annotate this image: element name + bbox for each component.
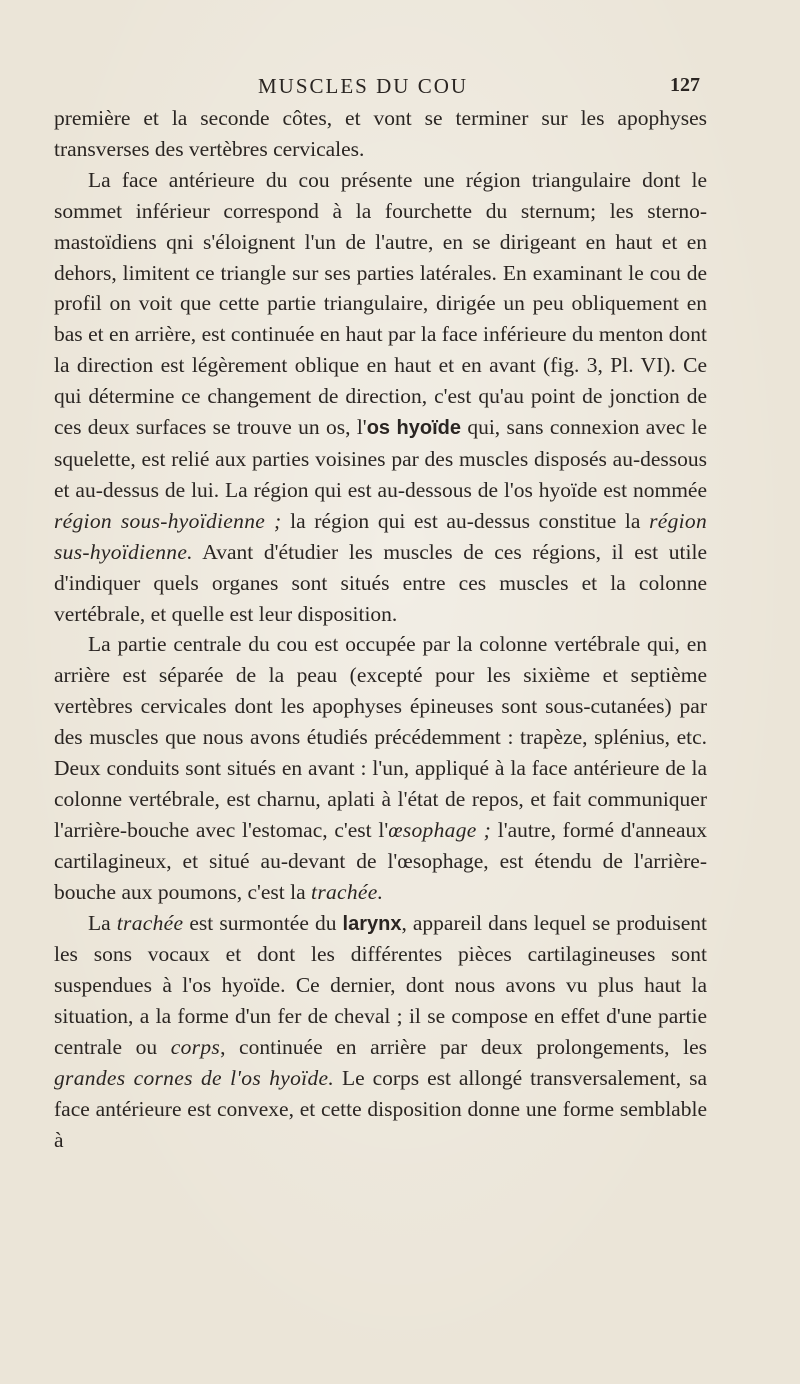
paragraph-2 (54, 165, 707, 630)
text-segment: Le corps est allongé transversalement, sa face antérieure est convexe, et cette disposition donne une forme semblable à (54, 1066, 707, 1152)
term-os-hyoide: os hyoïde (366, 417, 461, 440)
page-number: 127 (670, 74, 700, 96)
paragraph-3 (54, 629, 707, 907)
text-segment: , continuée en arrière par deux prolongements, les (220, 1035, 708, 1060)
text-segment: Avant d'étudier les muscles de ces régions, il est utile d'indiquer quels organes sont situés entre ces muscles et la colonne vertébrale, et quelle est leur disposition. (54, 539, 707, 626)
text-segment: est surmontée du (183, 910, 343, 935)
term-region-sous-hyoidienne: région sous-hyoïdienne ; (54, 508, 282, 533)
term-oesophage: œsophage ; (388, 817, 492, 842)
text-segment: qui, sans connexion avec le squelette, est relié aux parties voisines par des muscles disposés au-dessous et au-dessus de lui. La région qui est au-dessous de l'os hyoïde est nommée (54, 415, 707, 502)
text-segment: La face antérieure du cou présente une région triangulaire dont le sommet inférieur correspond à la fourchette du sternum; les sterno-mastoïdiens qni s'éloignent l'un de l'autre, en se dirigeant en haut et en dehors, limitent ce triangle sur ses parties latérales. En examinant le cou de profil on voit que cette partie triangulaire, dirigée un peu obliquement en bas et en arrière, est continuée en haut par la face inférieure du menton dont la direction est légèrement oblique en haut et en avant (fig. 3, Pl. VI). Ce qui détermine ce changement de direction, c'est qu'au point de jonction de ces deux surfaces se trouve un os, l' (54, 167, 707, 440)
text-segment: La partie centrale du cou est occupée par la colonne vertébrale qui, en arrière est séparée de la peau (excepté pour les sixième et septième vertèbres cervicales dont les apophyses épineuses sont sous-cutanées) par des muscles que nous avons étudiés précédemment : trapèze, splénius, etc. Deux conduits sont situés en avant : l'un, appliqué à la face antérieure de la colonne vertébrale, est charnu, aplati à l'état de repos, et fait communiquer l'arrière-bouche avec l'estomac, c'est l' (54, 632, 707, 842)
text-segment: première et la seconde côtes, et vont se terminer sur les apophyses transverses des vertèbres cervicales. (54, 106, 707, 161)
term-larynx: larynx (342, 912, 402, 935)
term-grandes-cornes: grandes cornes de l'os hyoïde. (54, 1066, 335, 1091)
term-trachee: trachée (116, 910, 184, 935)
page-header-title: MUSCLES DU COU (258, 74, 469, 98)
term-corps: corps (170, 1035, 221, 1060)
paragraph-1 (54, 103, 707, 165)
term-trachee: trachée. (311, 879, 384, 904)
text-segment: la région qui est au-dessus constitue la (281, 508, 650, 533)
body-text (54, 103, 707, 1156)
term-region-sus-hyoidienne: région sus-hyoïdienne. (54, 508, 707, 564)
running-head (0, 74, 800, 104)
text-segment: La (88, 910, 117, 935)
paragraph-4 (54, 908, 707, 1156)
text-segment: l'autre, formé d'anneaux cartilagineux, et situé au-devant de l'œsophage, est étendu de l'arrière-bouche aux poumons, c'est la (54, 817, 707, 904)
text-segment: , appareil dans lequel se produisent les sons vocaux et dont les différentes pièces cartilagineuses sont suspendues à l'os hyoïde. Ce dernier, dont nous avons vu plus haut la situation, a la forme d'un fer de cheval ; il se compose en effet d'une partie centrale ou (54, 910, 707, 1060)
